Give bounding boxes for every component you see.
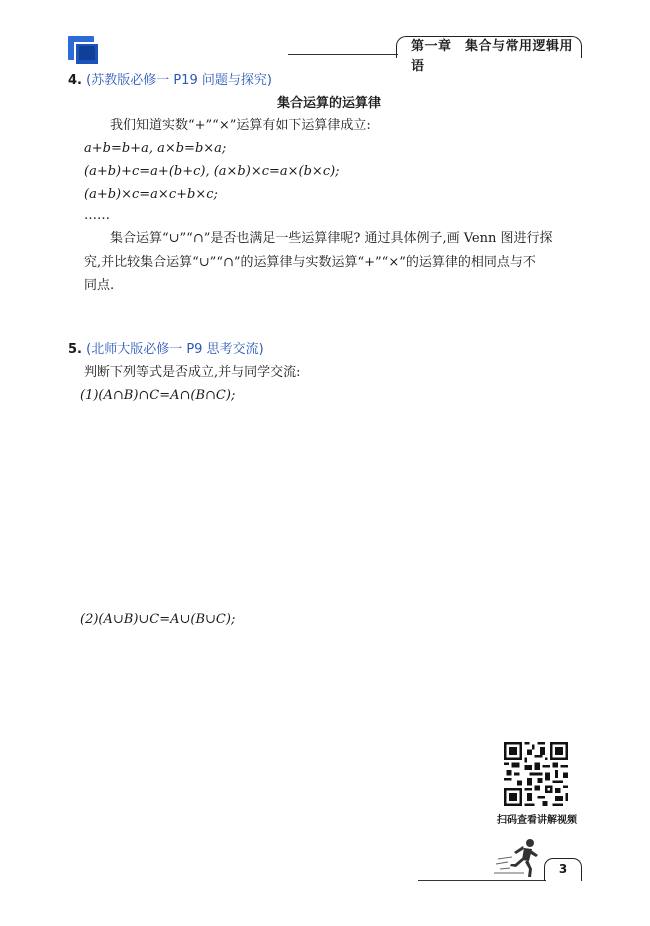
page-number: 3 — [544, 858, 582, 881]
ellipsis: …… — [84, 208, 110, 223]
paragraph-line: 集合运算“∪”“∩”是否也满足一些运算律呢? 通过具体例子,画 Venn 图进行探 — [110, 231, 553, 246]
law-associative: (a+b)+c=a+(b+c), (a×b)×c=a×(b×c); — [84, 164, 340, 179]
paragraph-line: 同点. — [84, 278, 115, 293]
header-rule — [288, 54, 398, 55]
qr-caption: 扫码查看讲解视频 — [497, 815, 577, 826]
problem-5-heading — [68, 341, 264, 359]
equation-item-2: (2)(A∪B)∪C=A∪(B∪C); — [80, 612, 236, 627]
footer-rule — [418, 880, 546, 881]
problem-number: 5. — [68, 342, 82, 357]
problem-4-heading — [68, 72, 272, 90]
chapter-title: 第一章 集合与常用逻辑用语 — [396, 36, 582, 58]
law-commutative: a+b=b+a, a×b=b×a; — [84, 141, 227, 156]
paragraph-line: 究,并比较集合运算“∪”“∩”的运算律与实数运算“+”“×”的运算律的相同点与不 — [84, 255, 536, 270]
section-title: 集合运算的运算律 — [277, 96, 382, 111]
runner-icon — [494, 835, 546, 881]
problem-5-intro: 判断下列等式是否成立,并与同学交流: — [84, 365, 301, 380]
law-distributive: (a+b)×c=a×c+b×c; — [84, 187, 218, 202]
intro-text: 我们知道实数“+”“×”运算有如下运算律成立: — [110, 118, 371, 133]
qr-code-icon[interactable] — [504, 742, 568, 806]
problem-source: (苏教版必修一 P19 问题与探究) — [86, 73, 272, 88]
problem-number: 4. — [68, 73, 82, 88]
book-logo-icon — [68, 36, 100, 66]
problem-source: (北师大版必修一 P9 思考交流) — [86, 342, 264, 357]
equation-item-1: (1)(A∩B)∩C=A∩(B∩C); — [80, 388, 236, 403]
